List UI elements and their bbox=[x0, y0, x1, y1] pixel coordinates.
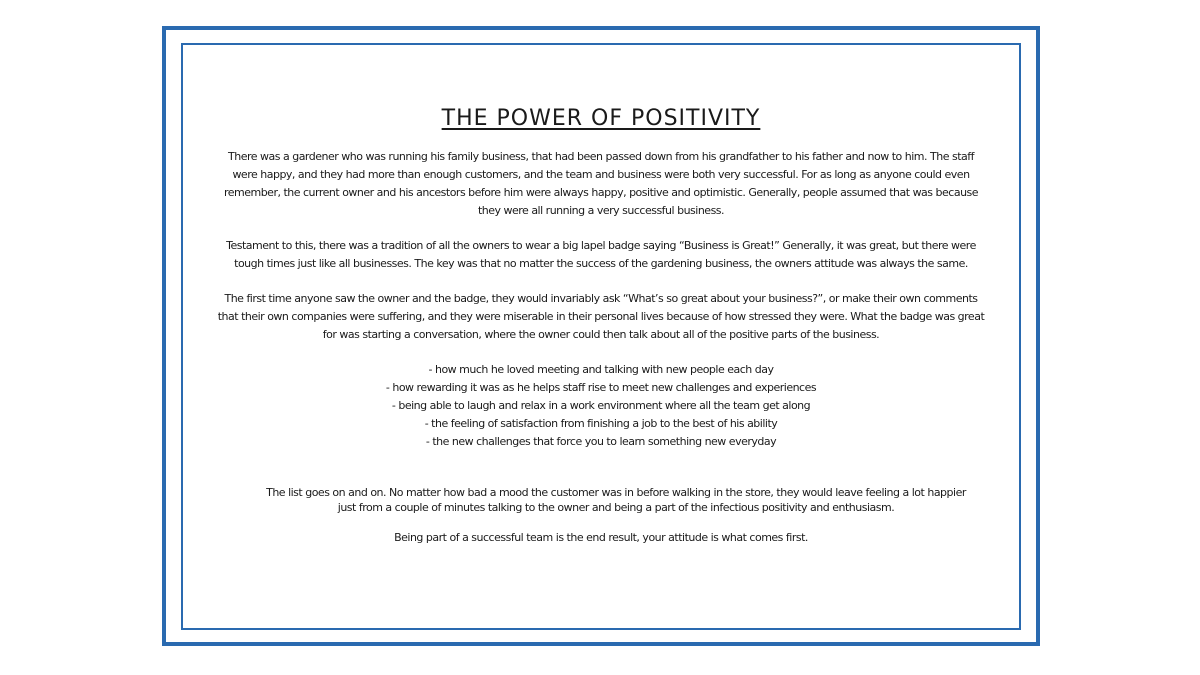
paragraph-closing: The list goes on and on. No matter how bad a mood the customer was in before walking in the store, they would leave feeling a lot happier just from a couple of minutes talking to the owner and being a part of the infectious positivity and enthusiasm. bbox=[266, 486, 966, 514]
list-item: - how rewarding it was as he helps staff rise to meet new challenges and experiences bbox=[385, 381, 817, 394]
document-title: THE POWER OF POSITIVITY bbox=[441, 106, 761, 131]
paragraph-tradition: Testament to this, there was a tradition of all the owners to wear a big lapel badge saying “Business is Great!” Generally, it was great, but there were tough times just like all businesses. The key was that no matter the success of the gardening business, the owners attitude was always the same. bbox=[226, 239, 976, 270]
spacer bbox=[216, 273, 986, 290]
list-item: - being able to laugh and relax in a work environment where all the team get along bbox=[391, 399, 811, 412]
positive-points-list bbox=[216, 361, 986, 451]
final-statement: Being part of a successful team is the end result, your attitude is what comes first. bbox=[394, 531, 808, 544]
document-body bbox=[216, 104, 986, 547]
paragraph-badge: The first time anyone saw the owner and the badge, they would invariably ask “What’s so great about your business?”, or make their own comments that their own companies were suffering, and they were miserable in their personal lives because of how stressed they were. What the badge was great for was starting a conversation, where the owner could then talk about all of the positive parts of the business. bbox=[217, 292, 985, 341]
list-item: - the feeling of satisfaction from finishing a job to the best of his ability bbox=[424, 417, 778, 430]
list-item: - how much he loved meeting and talking with new people each day bbox=[428, 363, 774, 376]
paragraph-intro: There was a gardener who was running his family business, that had been passed down from his grandfather to his father and now to him. The staff were happy, and they had more than enough customers, and the team and business were both very successful. For as long as anyone could even remember, the current owner and his ancestors before him were always happy, positive and optimistic. Generally, people assumed that was because they were all running a very successful business. bbox=[223, 150, 979, 217]
spacer bbox=[216, 344, 986, 361]
list-item: - the new challenges that force you to learn something new everyday bbox=[425, 435, 777, 448]
title-wrapper bbox=[216, 104, 986, 148]
spacer bbox=[216, 220, 986, 237]
spacer bbox=[216, 451, 986, 485]
spacer bbox=[216, 515, 986, 529]
